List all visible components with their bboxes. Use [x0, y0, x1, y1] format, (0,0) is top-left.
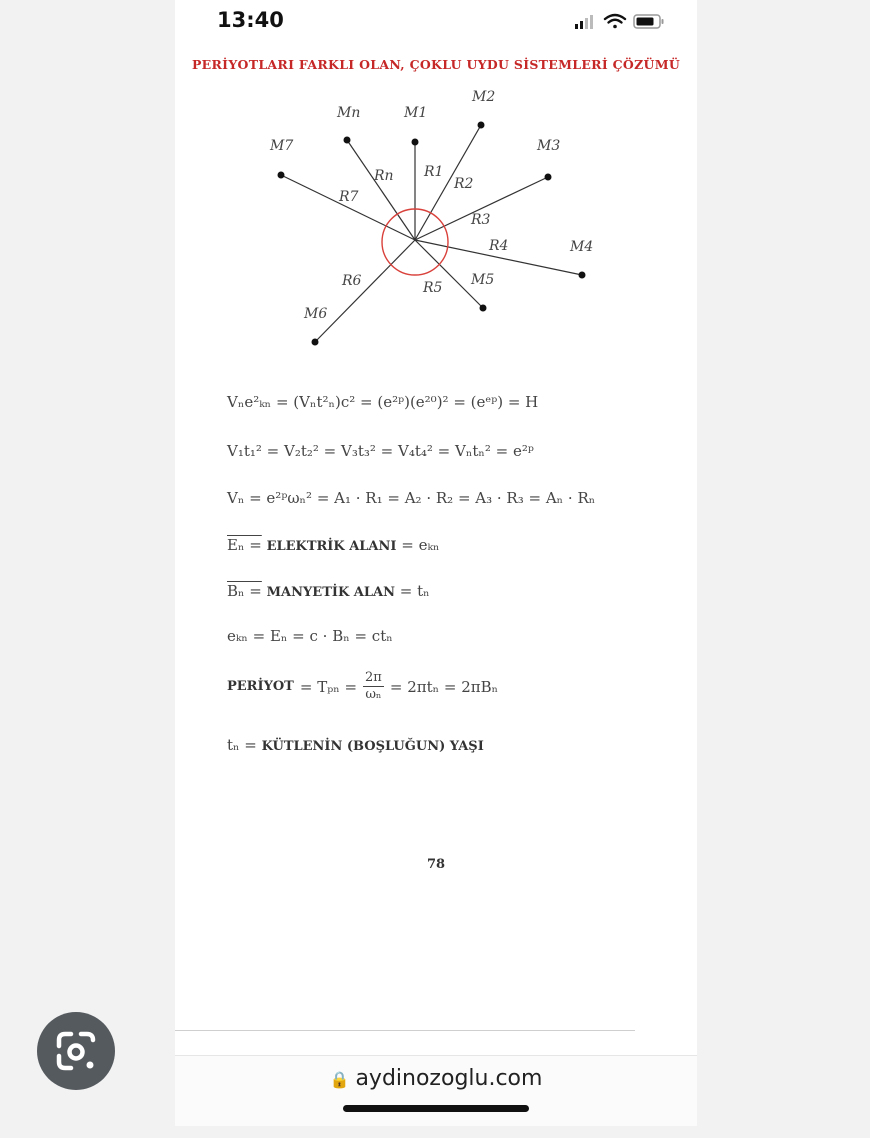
- label-m5: M5: [471, 272, 495, 288]
- google-lens-icon: [37, 1012, 115, 1090]
- line-r7: [281, 175, 415, 240]
- lock-icon: 🔒: [329, 1070, 350, 1089]
- google-lens-button[interactable]: [37, 1012, 115, 1090]
- formula-5-tail: = tₙ: [399, 582, 430, 600]
- label-r2: R2: [454, 176, 474, 192]
- label-r1: R1: [424, 164, 444, 180]
- formula-8: [227, 736, 484, 754]
- formula-2: V₁t₁² = V₂t₂² = V₃t₃² = V₄t₄² = Vₙtₙ² = e²ᵖ: [227, 442, 534, 460]
- point-m5: [480, 305, 487, 312]
- status-time: 13:40: [217, 8, 284, 32]
- point-m6: [312, 339, 319, 346]
- divider: [175, 1030, 635, 1031]
- url-text: aydinozoglu.com: [355, 1066, 543, 1091]
- formula-7-numerator: 2π: [365, 670, 382, 685]
- label-m6: M6: [304, 306, 328, 322]
- formula-7-part-a: = Tₚₙ =: [299, 677, 358, 696]
- line-r3: [415, 177, 548, 240]
- formula-7-fraction: [363, 670, 384, 703]
- label-m7: M7: [270, 138, 294, 154]
- label-r5: R5: [423, 280, 443, 296]
- formula-5-label: MANYETİK ALAN: [266, 585, 395, 600]
- formula-1: Vₙe²ₖₙ = (Vₙt²ₙ)c² = (e²ᵖ)(e²⁰)² = (eᵉᵖ) = H: [227, 393, 539, 411]
- page-number: 78: [426, 857, 446, 872]
- formula-5: [227, 582, 430, 600]
- formula-4-tail: = eₖₙ: [401, 536, 440, 554]
- point-m2: [478, 122, 485, 129]
- formula-7: [227, 670, 498, 703]
- url-bar[interactable]: [175, 1066, 697, 1091]
- label-m2: M2: [472, 89, 496, 105]
- document-title: PERİYOTLARI FARKLI OLAN, ÇOKLU UYDU SİSTEMLERİ ÇÖZÜMÜ: [191, 57, 681, 72]
- formula-7-label: PERİYOT: [227, 679, 294, 694]
- label-m4: M4: [570, 239, 594, 255]
- formula-6: eₖₙ = Eₙ = c · Bₙ = ctₙ: [227, 627, 393, 645]
- point-m7: [278, 172, 285, 179]
- formula-5-symbol: Bₙ =: [227, 582, 262, 600]
- formula-7-denominator: ωₙ: [365, 687, 382, 702]
- label-rn: Rn: [374, 168, 394, 184]
- point-m3: [545, 174, 552, 181]
- formula-4: [227, 536, 439, 554]
- satellite-diagram: [175, 0, 697, 360]
- point-m1: [412, 139, 419, 146]
- formula-8-label: KÜTLENİN (BOŞLUĞUN) YAŞI: [261, 739, 484, 754]
- label-r3: R3: [471, 212, 491, 228]
- formula-7-part-b: = 2πtₙ = 2πBₙ: [389, 677, 499, 696]
- phone-screen: [175, 0, 697, 1125]
- home-indicator[interactable]: [343, 1105, 529, 1112]
- label-r6: R6: [342, 273, 362, 289]
- point-mn: [344, 137, 351, 144]
- line-r6: [315, 240, 415, 342]
- point-m4: [579, 272, 586, 279]
- label-r4: R4: [489, 238, 509, 254]
- formula-3: Vₙ = e²ᵖωₙ² = A₁ · R₁ = A₂ · R₂ = A₃ · R₃ = Aₙ · Rₙ: [227, 489, 596, 507]
- label-r7: R7: [339, 189, 359, 205]
- label-mn: Mn: [337, 105, 361, 121]
- formula-4-symbol: Eₙ =: [227, 536, 262, 554]
- label-m1: M1: [404, 105, 428, 121]
- label-m3: M3: [537, 138, 561, 154]
- formula-4-label: ELEKTRİK ALANI: [266, 539, 397, 554]
- formula-8-symbol: tₙ =: [227, 736, 257, 754]
